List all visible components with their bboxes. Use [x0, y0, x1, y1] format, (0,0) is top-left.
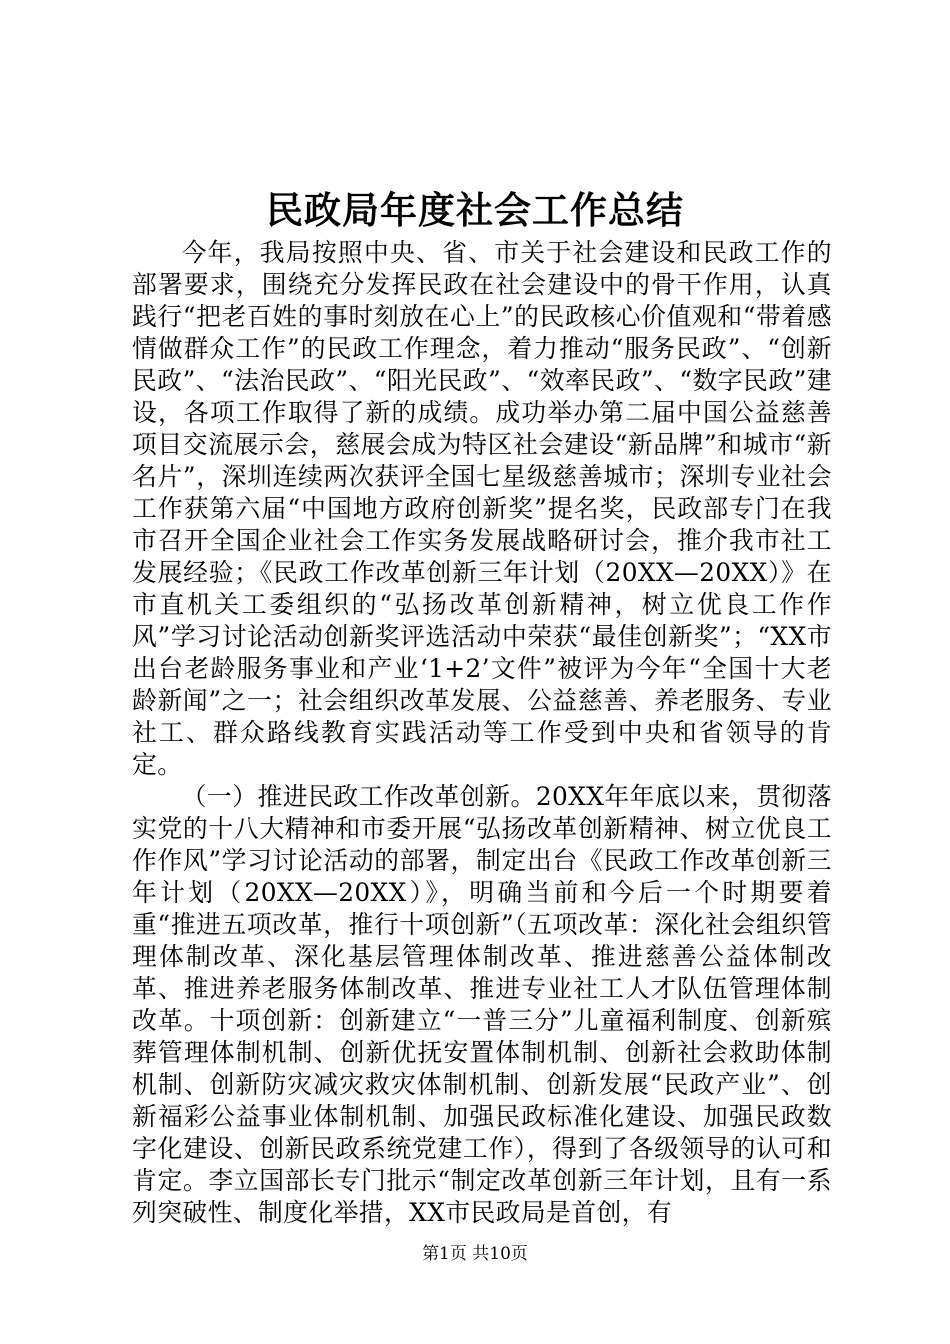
document-body — [132, 237, 832, 1229]
paragraph-section-1: （一）推进民政工作改革创新。20XX年年底以来，贯彻落实党的十八大精神和市委开展“弘扬改革创新精神、树立优良工作作风”学习讨论活动的部署，制定出台《民政工作改革创新三年计划（20XX—20XX）》，明确当前和今后一个时期要着重“推进五项改革，推行十项创新”（五项改革：深化社会组织管理体制改革、深化基层管理体制改革、推进慈善公益体制改革、推进养老服务体制改革、推进专业社工人才队伍管理体制改革。十项创新：创新建立“一普三分”儿童福利制度、创新殡葬管理体制机制、创新优抚安置体制机制、创新社会救助体制机制、创新防灾减灾救灾体制机制、创新发展“民政产业”、创新福彩公益事业体制机制、加强民政标准化建设、加强民政数字化建设、创新民政系统党建工作），得到了各级领导的认可和肯定。李立国部长专门批示“制定改革创新三年计划，且有一系列突破性、制度化举措，XX市民政局是首创，有 — [132, 782, 832, 1227]
paragraph-intro: 今年，我局按照中央、省、市关于社会建设和民政工作的部署要求，围绕充分发挥民政在社会建设中的骨干作用，认真践行“把老百姓的事时刻放在心上”的民政核心价值观和“带着感情做群众工作”的民政工作理念，着力推动“服务民政”、“创新民政”、“法治民政”、“阳光民政”、“效率民政”、“数字民政”建设，各项工作取得了新的成绩。成功举办第二届中国公益慈善项目交流展示会，慈展会成为特区社会建设“新品牌”和城市“新名片”，深圳连续两次获评全国七星级慈善城市；深圳专业社会工作获第六届“中国地方政府创新奖”提名奖，民政部专门在我市召开全国企业社会工作实务发展战略研讨会，推介我市社工发展经验；《民政工作改革创新三年计划（20XX—20XX）》在市直机关工委组织的“弘扬改革创新精神，树立优良工作作风”学习讨论活动创新奖评选活动中荣获“最佳创新奖”；“XX市出台老龄服务事业和产业‘1+2’文件”被评为今年“全国十大老龄新闻”之一；社会组织改革发展、公益慈善、养老服务、专业社工、群众路线教育实践活动等工作受到中央和省领导的肯定。 — [132, 238, 832, 779]
page-footer: 第1页 共10页 — [422, 1244, 528, 1264]
document-title: 民政局年度社会工作总结 — [266, 188, 684, 232]
